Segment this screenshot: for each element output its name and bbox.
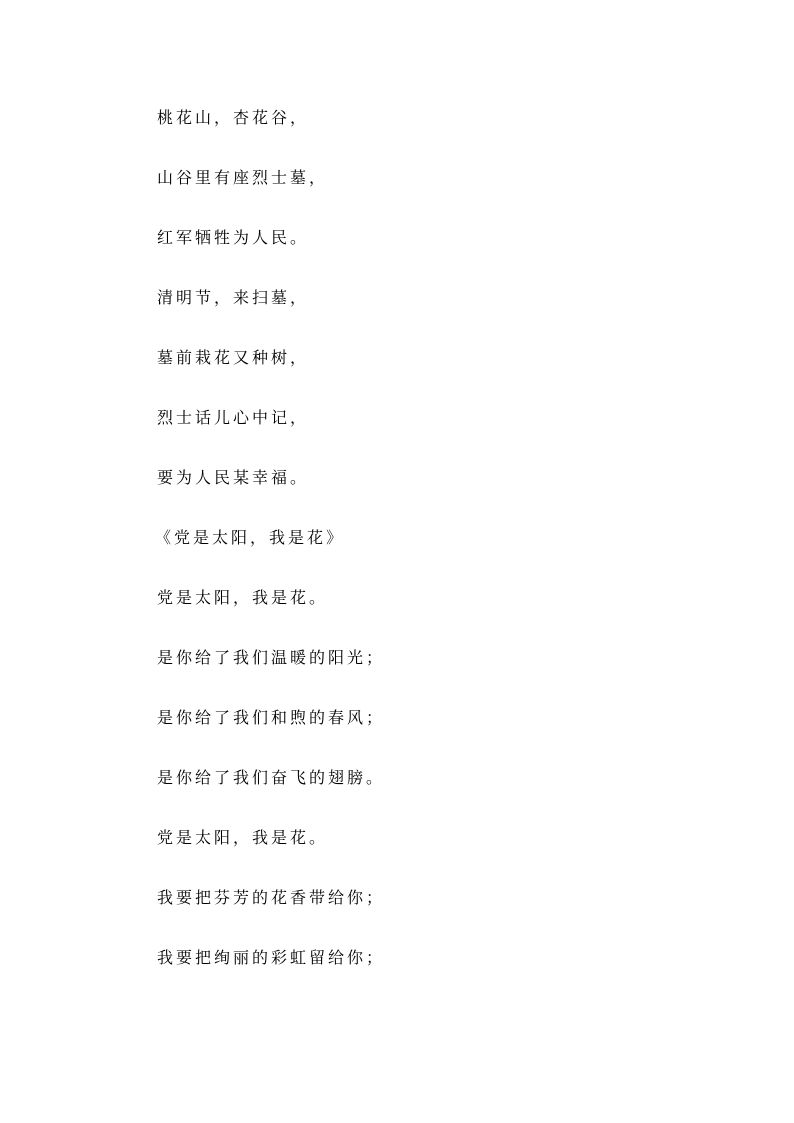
text-line: 墓前栽花又种树， xyxy=(157,348,310,367)
text-line: 是你给了我们和煦的春风； xyxy=(157,708,386,727)
text-line: 我要把绚丽的彩虹留给你； xyxy=(157,948,386,967)
text-line: 桃花山，杏花谷， xyxy=(157,108,310,127)
poem-title: 《党是太阳，我是花》 xyxy=(155,528,346,547)
text-line: 党是太阳，我是花。 xyxy=(157,828,329,847)
text-line: 是你给了我们温暖的阳光； xyxy=(157,648,386,667)
text-line: 烈士话儿心中记， xyxy=(157,408,310,427)
text-line: 是你给了我们奋飞的翅膀。 xyxy=(157,768,386,787)
text-line: 要为人民某幸福。 xyxy=(157,468,310,487)
text-line: 山谷里有座烈士墓， xyxy=(157,168,329,187)
text-line: 我要把芬芳的花香带给你； xyxy=(157,888,386,907)
text-line: 党是太阳，我是花。 xyxy=(157,588,329,607)
text-line: 清明节，来扫墓， xyxy=(157,288,310,307)
text-line: 红军牺牲为人民。 xyxy=(157,228,310,247)
